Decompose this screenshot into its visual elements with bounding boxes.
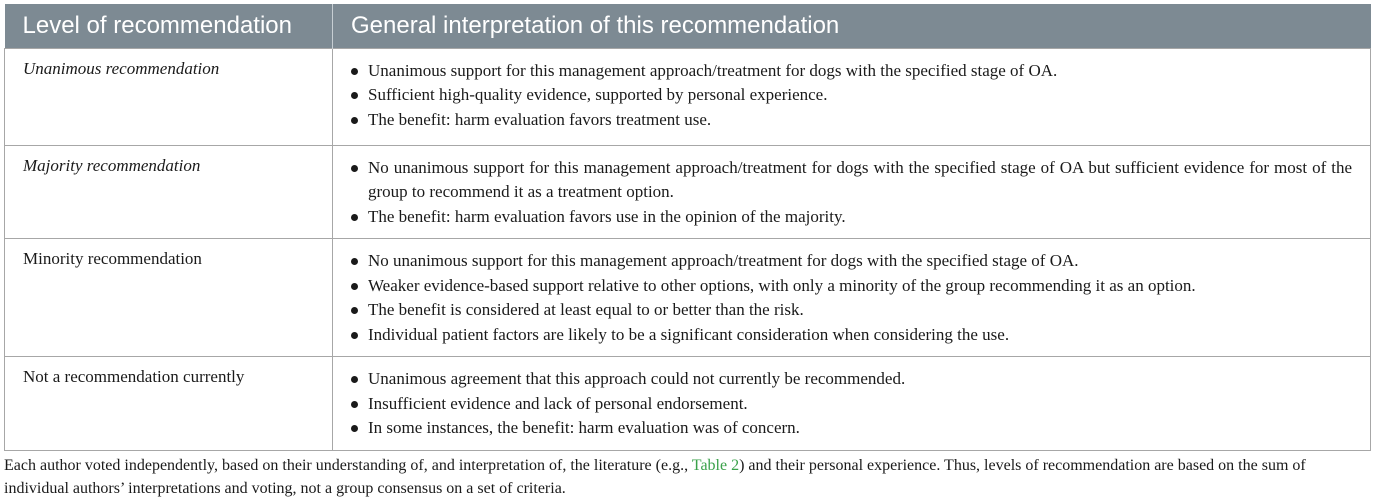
table-row (5, 48, 1371, 145)
interpretation-cell (333, 239, 1371, 357)
interpretation-cell (333, 48, 1371, 145)
table-header-row (5, 4, 1371, 48)
bullet-list (351, 367, 1352, 441)
bullet-list (351, 156, 1352, 230)
table-2-link[interactable]: Table 2 (691, 457, 740, 474)
bullet-item: No unanimous support for this management approach/treatment for dogs with the specified stage of OA but sufficient evidence for most of the group to recommend it as a treatment option. (351, 156, 1352, 205)
bullet-item: The benefit: harm evaluation favors treatment use. (351, 108, 1352, 133)
bullet-item: No unanimous support for this management approach/treatment for dogs with the specified stage of OA. (351, 249, 1352, 274)
level-cell: Not a recommendation currently (5, 357, 333, 451)
bullet-item: Sufficient high-quality evidence, supported by personal experience. (351, 83, 1352, 108)
level-cell: Majority recommendation (5, 145, 333, 239)
column-header-interpretation: General interpretation of this recommendation (333, 4, 1371, 48)
footnote-text: Each author voted independently, based on their understanding of, and interpretation of, the literature (e.g., (4, 457, 692, 474)
bullet-item: Insufficient evidence and lack of personal endorsement. (351, 392, 1352, 417)
table-row (5, 239, 1371, 357)
bullet-item: The benefit is considered at least equal to or better than the risk. (351, 298, 1352, 323)
bullet-item: Weaker evidence-based support relative to other options, with only a minority of the group recommending it as an option. (351, 274, 1352, 299)
level-cell: Minority recommendation (5, 239, 333, 357)
level-cell: Unanimous recommendation (5, 48, 333, 145)
bullet-item: Individual patient factors are likely to be a significant consideration when considering the use. (351, 323, 1352, 348)
bullet-item: Unanimous agreement that this approach could not currently be recommended. (351, 367, 1352, 392)
bullet-list (351, 59, 1352, 133)
column-header-level: Level of recommendation (5, 4, 333, 48)
recommendation-table (4, 4, 1371, 451)
interpretation-cell (333, 357, 1371, 451)
footnote-text-continued: ) and their personal experience. Thus, levels of recommendation are based on the sum of individual authors’ interpretations and voting, not a group consensus on a set of criteria. (4, 457, 1306, 497)
bullet-list (351, 249, 1352, 347)
bullet-item: Unanimous support for this management approach/treatment for dogs with the specified stage of OA. (351, 59, 1352, 84)
table-row (5, 145, 1371, 239)
table-row (5, 357, 1371, 451)
bullet-item: In some instances, the benefit: harm evaluation was of concern. (351, 416, 1352, 441)
table-footnote (4, 455, 1366, 500)
bullet-item: The benefit: harm evaluation favors use in the opinion of the majority. (351, 205, 1352, 230)
interpretation-cell (333, 145, 1371, 239)
